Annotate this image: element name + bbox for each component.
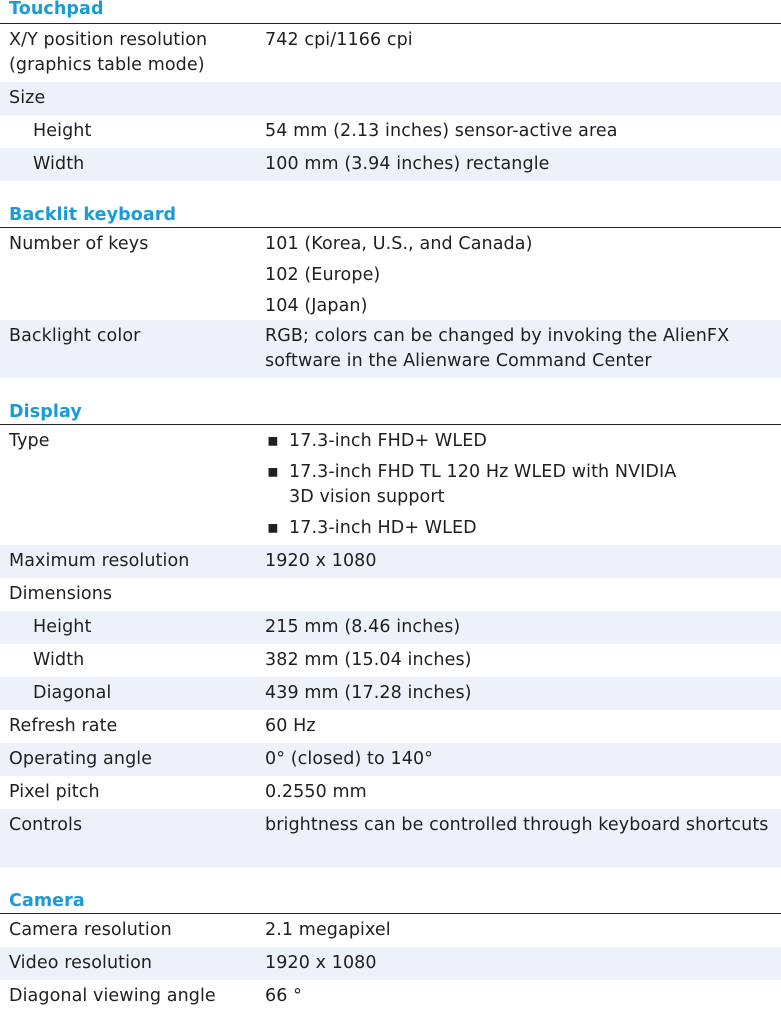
bullet-icon: ▪: [267, 431, 279, 451]
spec-label: X/Y position resolution (graphics table mode): [9, 30, 208, 75]
bullet-list: [265, 429, 781, 541]
spec-row-keyboard-keys: [0, 228, 781, 320]
spec-label: Video resolution: [9, 953, 153, 973]
spec-value: 102 (Europe): [265, 265, 381, 285]
spec-value: 382 mm (15.04 inches): [265, 650, 472, 670]
spec-row-touchpad-resolution: [0, 24, 781, 82]
spec-label: Type: [9, 431, 50, 451]
spec-row-display-angle: [0, 743, 781, 776]
spec-label: Diagonal viewing angle: [9, 986, 216, 1006]
spec-label: Backlight color: [9, 326, 141, 346]
spec-row-display-type: [0, 425, 781, 545]
spec-value: 1920 x 1080: [265, 551, 377, 571]
spec-value: 439 mm (17.28 inches): [265, 683, 472, 703]
spec-label: Dimensions: [9, 584, 113, 604]
spec-label: Width: [33, 154, 85, 174]
spec-label: Maximum resolution: [9, 551, 190, 571]
spec-row-touchpad-height: [0, 115, 781, 148]
spec-value: 101 (Korea, U.S., and Canada): [265, 234, 533, 254]
section-title-display: Display: [9, 402, 82, 422]
spec-value: 100 mm (3.94 inches) rectangle: [265, 154, 550, 174]
section-title-touchpad: Touchpad: [9, 0, 104, 19]
spec-row-display-maxres: [0, 545, 781, 578]
spec-value: 0° (closed) to 140°: [265, 749, 434, 769]
spec-value: 2.1 megapixel: [265, 920, 391, 940]
spec-label: Number of keys: [9, 234, 149, 254]
spec-row-display-controls: [0, 809, 781, 867]
bullet-item: ▪ 17.3-inch FHD+ WLED: [265, 429, 771, 454]
spec-value: 66 °: [265, 986, 302, 1006]
spec-value: 104 (Japan): [265, 296, 368, 316]
spec-label: Width: [33, 650, 85, 670]
spec-row-display-height: [0, 611, 781, 644]
section-title-camera: Camera: [9, 891, 85, 911]
spec-row-display-width: [0, 644, 781, 677]
spec-value: 54 mm (2.13 inches) sensor-active area: [265, 121, 618, 141]
bullet-icon: ▪: [267, 462, 279, 482]
spec-row-keyboard-color: [0, 320, 781, 378]
spec-row-touchpad-size: [0, 82, 781, 115]
spec-row-display-refresh: [0, 710, 781, 743]
spec-label: Operating angle: [9, 749, 153, 769]
spec-row-camera-viewing-angle: [0, 980, 781, 1013]
spec-row-display-dimensions: [0, 578, 781, 611]
bullet-icon: ▪: [267, 518, 279, 538]
spec-label: Camera resolution: [9, 920, 172, 940]
spec-value: brightness can be controlled through keyboard shortcuts: [265, 815, 769, 835]
bullet-item: ▪ 17.3-inch HD+ WLED: [265, 516, 771, 541]
spec-label: Diagonal: [33, 683, 112, 703]
spec-value: RGB; colors can be changed by invoking the AlienFX software in the Alienware Command Center: [265, 326, 730, 371]
spec-row-display-diagonal: [0, 677, 781, 710]
spec-row-display-pitch: [0, 776, 781, 809]
spec-value: 215 mm (8.46 inches): [265, 617, 461, 637]
section-title-keyboard: Backlit keyboard: [9, 205, 177, 225]
spec-row-camera-resolution: [0, 914, 781, 947]
spec-row-touchpad-width: [0, 148, 781, 181]
spec-value: 0.2550 mm: [265, 782, 367, 802]
spec-value: 742 cpi/1166 cpi: [265, 30, 413, 50]
spec-label: Height: [33, 121, 92, 141]
spec-label: Size: [9, 88, 46, 108]
spec-row-camera-video: [0, 947, 781, 980]
spec-label: Refresh rate: [9, 716, 118, 736]
spec-label: Height: [33, 617, 92, 637]
bullet-item: ▪ 17.3-inch FHD TL 120 Hz WLED with NVIDIA 3D vision support: [265, 460, 771, 510]
spec-value: 1920 x 1080: [265, 953, 377, 973]
spec-value: 60 Hz: [265, 716, 316, 736]
spec-label: Pixel pitch: [9, 782, 100, 802]
spec-label: Controls: [9, 815, 83, 835]
spec-value-list: [265, 232, 781, 319]
